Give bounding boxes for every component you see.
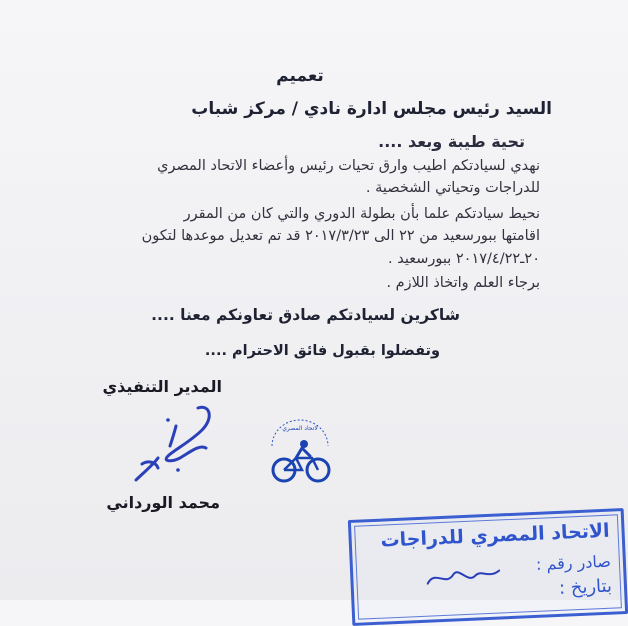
signatory-title: المدير التنفيذي xyxy=(102,377,222,396)
logo-lettering: ﻻﺗﺤﺎﺩ ﺍﻟﻤﺼﺮﻱ xyxy=(282,425,318,432)
body-paragraph-2-line-4: برجاء العلم واتخاذ اللازم . xyxy=(386,275,540,291)
stamp-organization: الاتحاد المصري للدراجات xyxy=(380,519,611,552)
federation-logo xyxy=(262,418,338,492)
handwritten-signature xyxy=(128,400,218,490)
closing-line: وتفضلوا بقبول فائق الاحترام .... xyxy=(204,343,440,359)
body-paragraph-1-line-1: نهدي لسيادتكم اطيب وارق تحيات رئيس وأعضاء الاتحاد المصري xyxy=(157,158,540,174)
signatory-name: محمد الورداني xyxy=(106,493,220,512)
body-paragraph-1-line-2: للدراجات وتحياتي الشخصية . xyxy=(365,180,540,196)
stamp-number-label: صادر رقم : xyxy=(535,551,612,574)
thanks-line: شاكرين لسيادتكم صادق تعاونكم معنا .... xyxy=(151,306,460,324)
body-paragraph-2-line-1: نحيط سيادتكم علما بأن بطولة الدوري والتي كان من المقرر xyxy=(183,206,540,222)
stamp-handwriting xyxy=(423,560,504,593)
official-stamp xyxy=(348,508,628,626)
document-title: تعميم xyxy=(276,66,324,86)
recipient-line: السيد رئيس مجلس ادارة نادي / مركز شباب xyxy=(191,99,552,119)
body-paragraph-2-line-2: اقامتها ببورسعيد من ٢٢ الى ٢٠١٧/٣/٢٣ قد تم تعديل موعدها لتكون xyxy=(141,228,540,244)
body-paragraph-2-line-3: ٢٠ـ٢٠١٧/٤/٢٢ ببورسعيد . xyxy=(388,251,540,267)
greeting-line: تحية طيبة وبعد .... xyxy=(378,132,525,151)
stamp-date-label: بتاريخ : xyxy=(558,575,613,599)
